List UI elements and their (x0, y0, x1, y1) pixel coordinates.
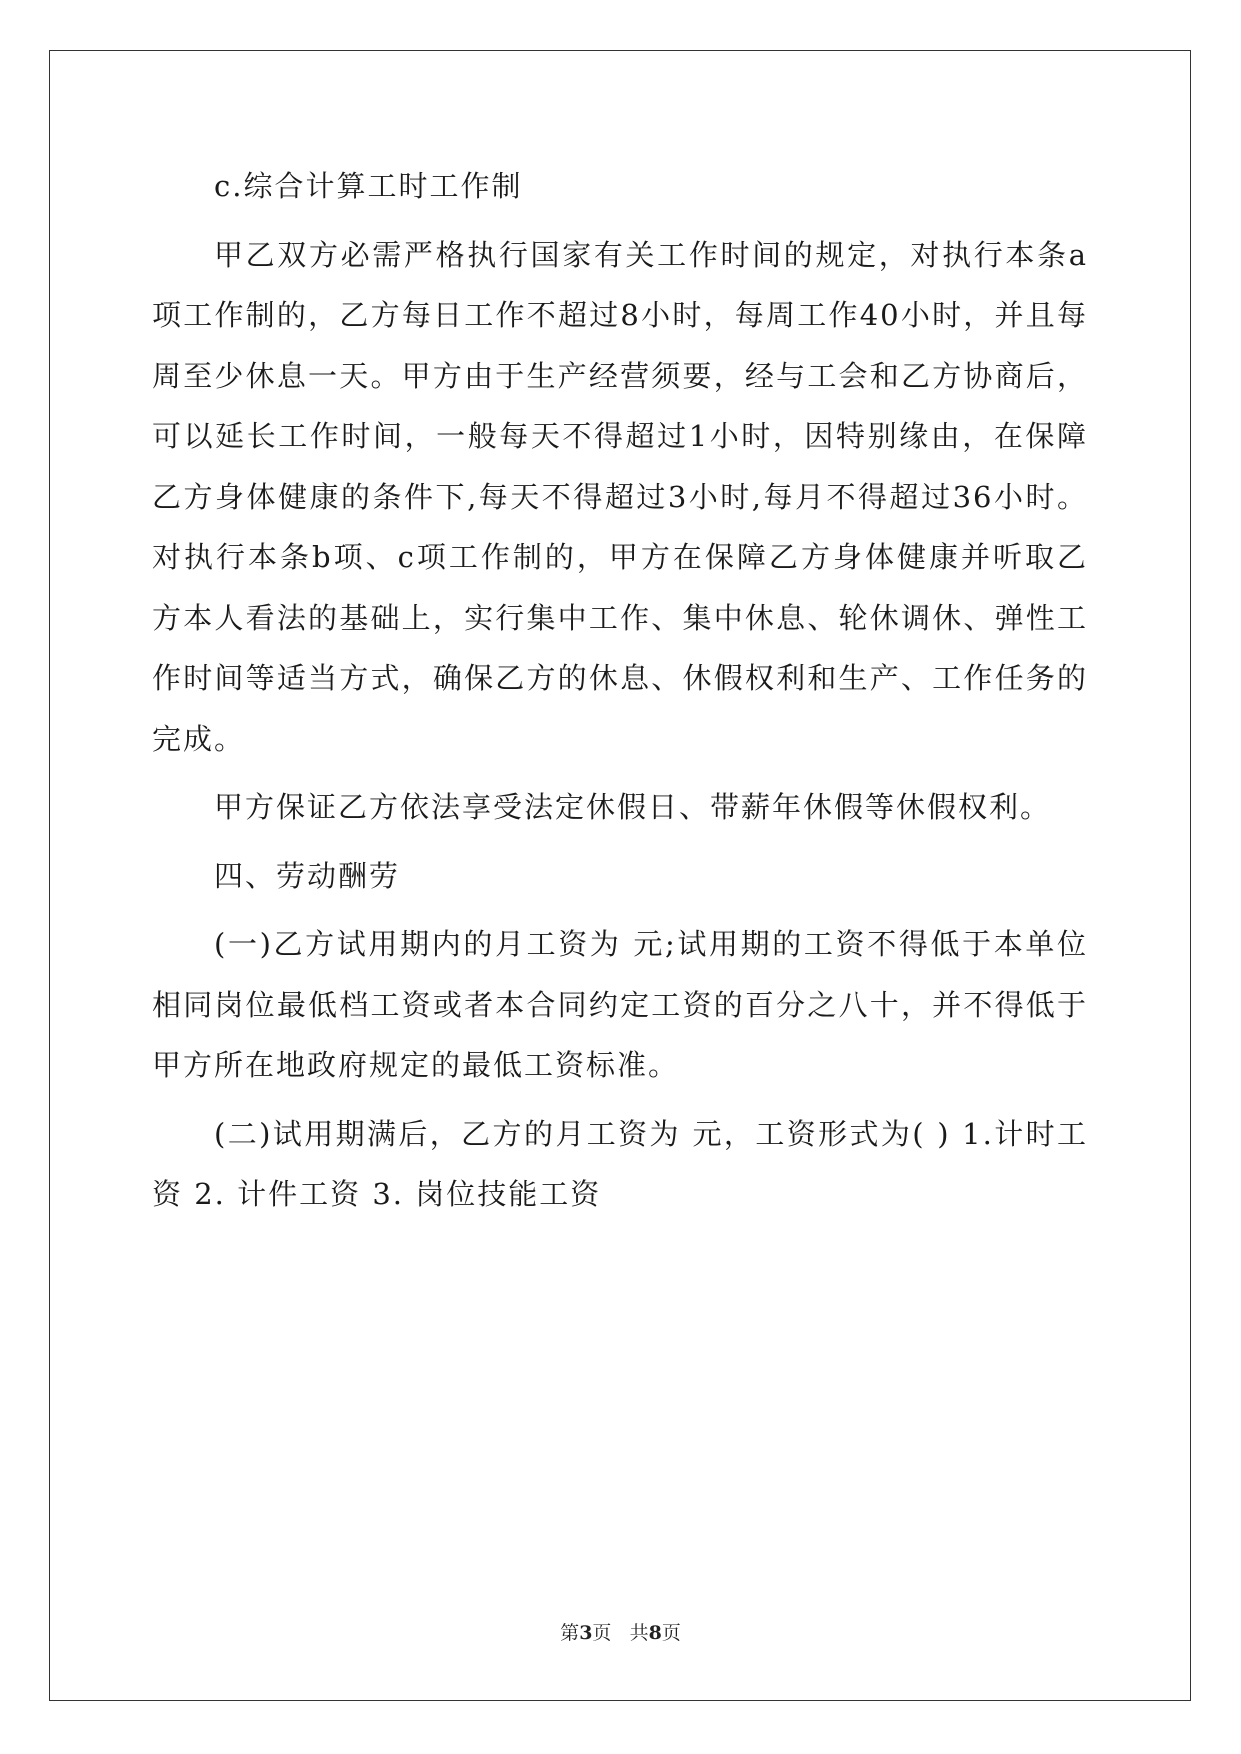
paragraph-leave-rights: 甲方保证乙方依法享受法定休假日、带薪年休假等休假权利。 (214, 790, 1052, 824)
paragraph-working-hours: 甲乙双方必需严格执行国家有关工作时间的规定，对执行本条a项工作制的，乙方每日工作不超过8小时，每周工作40小时，并且每周至少休息一天。甲方由于生产经营须要，经与工会和乙方协商后，可以延长工作时间，一般每天不得超过1小时，因特别缘由，在保障乙方身体健康的条件下,每天不得超过3小时,每月不得超过36小时。对执行本条b项、c项工作制的，甲方在保障乙方身体健康并听取乙方本人看法的基础上，实行集中工作、集中休息、轮休调休、弹性工作时间等适当方式，确保乙方的休息、休假权利和生产、工作任务的完成。 (152, 237, 1088, 756)
footer-page-label: 页 (592, 1622, 612, 1644)
footer-total-prefix: 共 (629, 1622, 649, 1644)
section-heading-comprehensive-hours: c.综合计算工时工作制 (214, 169, 523, 203)
paragraph-post-probation-salary: (二)试用期满后，乙方的月工资为 元，工资形式为( ) 1.计时工资 2. 计件工资 3. 岗位技能工资 (152, 1116, 1088, 1211)
total-pages-number: 8 (648, 1622, 662, 1644)
section-heading-remuneration: 四、劳动酬劳 (214, 858, 401, 893)
current-page-number: 3 (579, 1622, 593, 1644)
footer-prefix: 第 (560, 1622, 580, 1644)
document-body (152, 156, 1088, 1225)
footer-total-label: 页 (661, 1622, 681, 1644)
paragraph-probation-salary: (一)乙方试用期内的月工资为 元;试用期的工资不得低于本单位相同岗位最低档工资或者本合同约定工资的百分之八十，并不得低于甲方所在地政府规定的最低工资标准。 (152, 927, 1088, 1082)
page-number-footer (0, 1618, 1241, 1645)
